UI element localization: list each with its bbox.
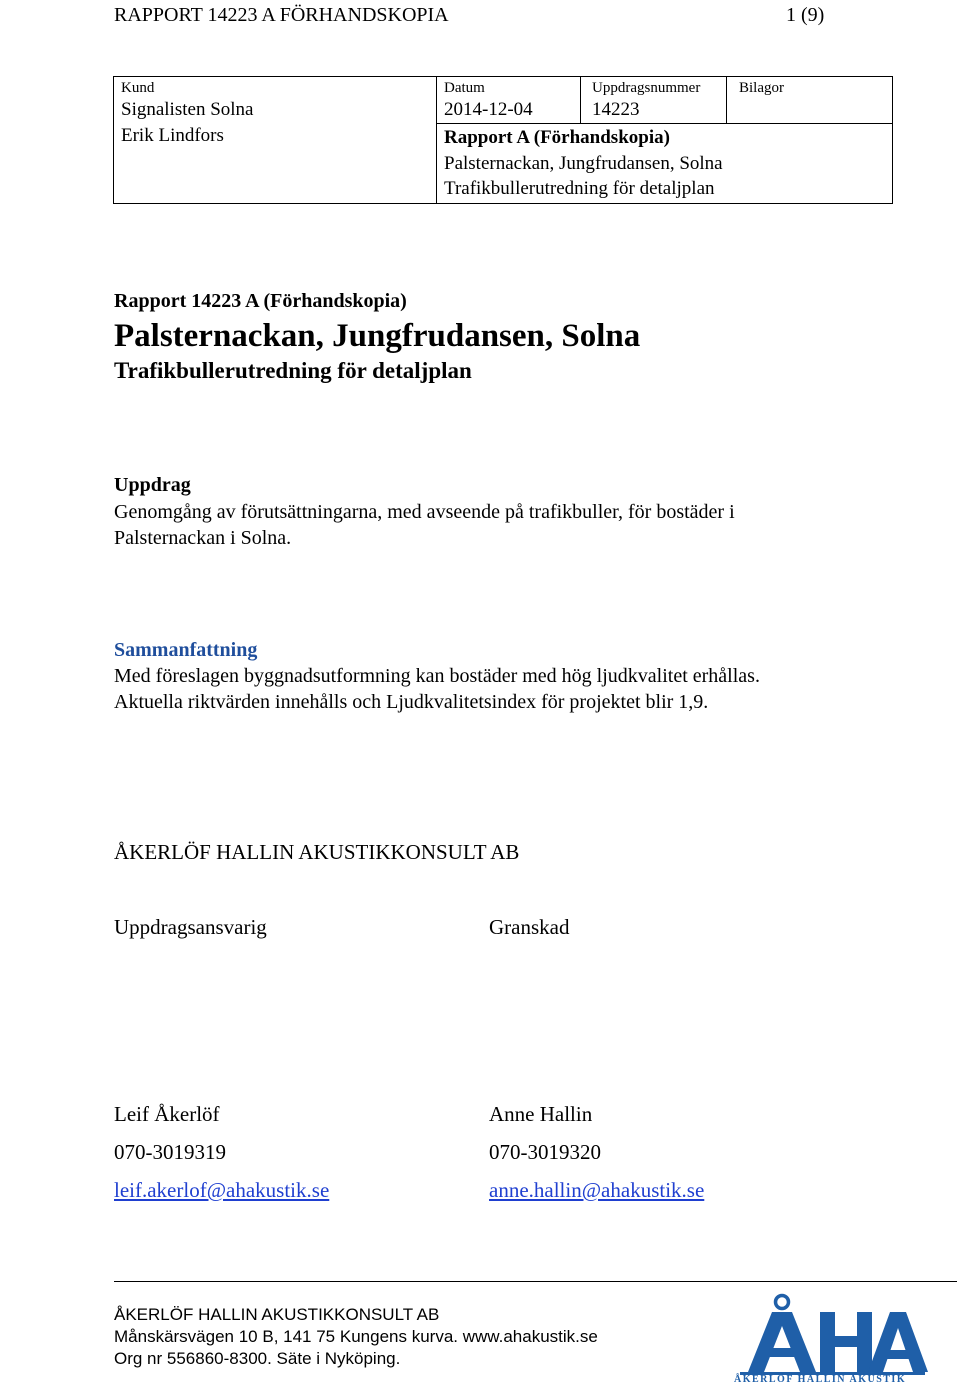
signer-right-phone: 070-3019320: [489, 1140, 601, 1164]
aha-logo-icon: [730, 1292, 930, 1387]
table-report-title: Rapport A (Förhandskopia): [444, 127, 670, 148]
signer-left-email-link[interactable]: leif.akerlof@ahakustik.se: [114, 1178, 330, 1202]
kund-name: Signalisten Solna: [121, 99, 254, 120]
bilagor-label: Bilagor: [739, 80, 784, 96]
kund-contact: Erik Lindfors: [121, 125, 224, 146]
datum-value: 2014-12-04: [444, 99, 533, 120]
table-report-subject: Trafikbullerutredning för detaljplan: [444, 178, 715, 199]
datum-label: Datum: [444, 80, 485, 96]
document-header-title: RAPPORT 14223 A FÖRHANDSKOPIA: [114, 4, 449, 26]
table-divider: [726, 77, 727, 123]
sammanfattning-text-line1: Med föreslagen byggnadsutformning kan bostäder med hög ljudkvalitet erhållas.: [114, 665, 760, 687]
sammanfattning-text-line2: Aktuella riktvärden innehålls och Ljudkvalitetsindex för projektet blir 1,9.: [114, 691, 709, 713]
uppdragsnummer-value: 14223: [592, 99, 640, 120]
footer-org-number: Org nr 556860-8300. Säte i Nyköping.: [114, 1349, 401, 1368]
footer-address: Månskärsvägen 10 B, 141 75 Kungens kurva. www.ahakustik.se: [114, 1327, 598, 1346]
granskad-label: Granskad: [489, 915, 570, 939]
report-subject-heading: Trafikbullerutredning för detaljplan: [114, 358, 472, 383]
aha-logo: [730, 1292, 930, 1387]
uppdrag-heading: Uppdrag: [114, 474, 191, 496]
page-number: 1 (9): [786, 4, 825, 26]
uppdragsnummer-label: Uppdragsnummer: [592, 80, 701, 96]
report-title: Rapport 14223 A (Förhandskopia): [114, 290, 407, 312]
table-divider: [436, 123, 892, 124]
report-info-table: [113, 76, 893, 204]
kund-label: Kund: [121, 80, 155, 96]
uppdrag-text-line1: Genomgång av förutsättningarna, med avseende på trafikbuller, för bostäder i: [114, 501, 735, 523]
company-name: ÅKERLÖF HALLIN AKUSTIKKONSULT AB: [114, 840, 520, 864]
table-divider: [580, 77, 581, 123]
table-divider: [436, 77, 437, 203]
logo-subtext: ÅKERLÖF HALLIN AKUSTIK: [734, 1374, 907, 1385]
signer-right-name: Anne Hallin: [489, 1102, 593, 1126]
signer-left-phone: 070-3019319: [114, 1140, 226, 1164]
report-location-heading: Palsternackan, Jungfrudansen, Solna: [114, 318, 641, 354]
sammanfattning-heading: Sammanfattning: [114, 639, 258, 661]
signer-left-name: Leif Åkerlöf: [114, 1102, 220, 1126]
uppdragsansvarig-label: Uppdragsansvarig: [114, 915, 267, 939]
uppdrag-text-line2: Palsternackan i Solna.: [114, 527, 292, 549]
table-report-location: Palsternackan, Jungfrudansen, Solna: [444, 153, 723, 174]
signer-right-email-link[interactable]: anne.hallin@ahakustik.se: [489, 1178, 705, 1202]
footer-company: ÅKERLÖF HALLIN AKUSTIKKONSULT AB: [114, 1305, 440, 1324]
footer-divider: [114, 1281, 957, 1282]
